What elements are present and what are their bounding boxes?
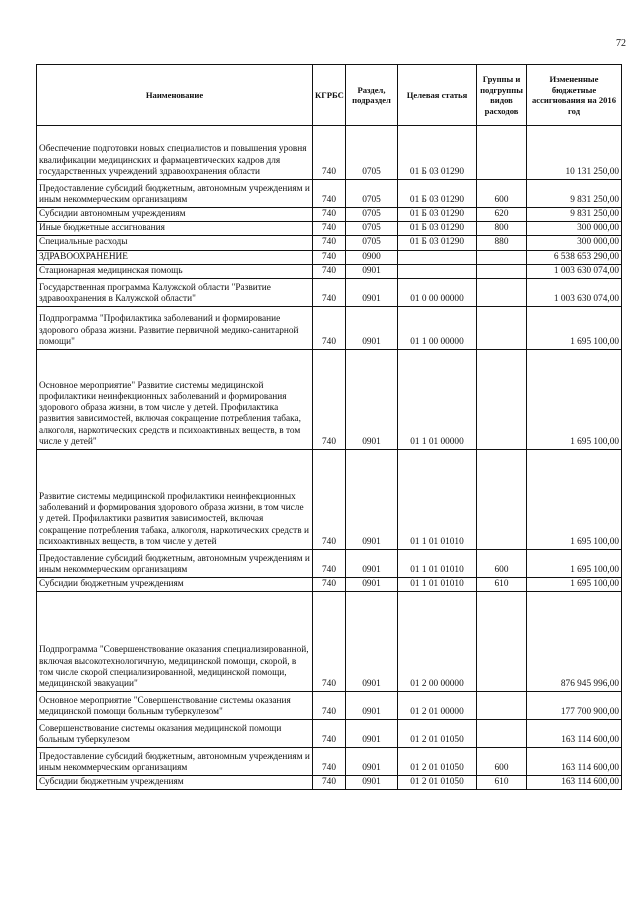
cell-amount: 1 695 100,00 xyxy=(527,578,622,592)
cell-group xyxy=(477,592,527,692)
table-row xyxy=(37,250,622,264)
cell-kgrbs: 740 xyxy=(313,592,346,692)
cell-group xyxy=(477,279,527,307)
cell-group xyxy=(477,692,527,720)
cell-name: Подпрограмма "Совершенствование оказания специализированной, включая высокотехнологичную, медицинской помощи, скорой, в том числе скорой специализированной, медицинской помощи, медицинской эвакуации" xyxy=(37,592,313,692)
table-header-row xyxy=(37,65,622,126)
cell-target: 01 Б 03 01290 xyxy=(398,126,477,180)
cell-kgrbs: 740 xyxy=(313,180,346,208)
cell-section: 0901 xyxy=(346,350,398,450)
cell-name: Обеспечение подготовки новых специалистов и повышения уровня квалификации медицинских и фармацевтических кадров для государственных учреждений здравоохранения области xyxy=(37,126,313,180)
cell-amount: 1 695 100,00 xyxy=(527,307,622,350)
table-row xyxy=(37,236,622,250)
cell-group: 610 xyxy=(477,776,527,790)
cell-name: Иные бюджетные ассигнования xyxy=(37,222,313,236)
cell-section: 0901 xyxy=(346,578,398,592)
table-row xyxy=(37,222,622,236)
cell-amount: 1 695 100,00 xyxy=(527,450,622,550)
cell-section: 0705 xyxy=(346,180,398,208)
cell-section: 0901 xyxy=(346,264,398,278)
cell-section: 0900 xyxy=(346,250,398,264)
cell-name: Субсидии автономным учреждениям xyxy=(37,208,313,222)
cell-kgrbs: 740 xyxy=(313,236,346,250)
table-row xyxy=(37,307,622,350)
cell-section: 0901 xyxy=(346,776,398,790)
cell-section: 0901 xyxy=(346,748,398,776)
cell-amount: 300 000,00 xyxy=(527,222,622,236)
header-groups: Группы и подгруппы видов расходов xyxy=(477,65,527,126)
table-row xyxy=(37,264,622,278)
table-row xyxy=(37,578,622,592)
cell-section: 0901 xyxy=(346,279,398,307)
cell-group xyxy=(477,720,527,748)
budget-table xyxy=(36,64,622,790)
cell-name: ЗДРАВООХРАНЕНИЕ xyxy=(37,250,313,264)
cell-target: 01 1 01 01010 xyxy=(398,450,477,550)
table-row xyxy=(37,720,622,748)
cell-kgrbs: 740 xyxy=(313,126,346,180)
cell-target: 01 2 01 01050 xyxy=(398,720,477,748)
cell-kgrbs: 740 xyxy=(313,450,346,550)
cell-group: 880 xyxy=(477,236,527,250)
page-number: 72 xyxy=(616,38,626,49)
cell-target: 01 0 00 00000 xyxy=(398,279,477,307)
cell-kgrbs: 740 xyxy=(313,222,346,236)
cell-section: 0901 xyxy=(346,720,398,748)
cell-group xyxy=(477,264,527,278)
cell-group xyxy=(477,450,527,550)
cell-amount: 10 131 250,00 xyxy=(527,126,622,180)
cell-section: 0901 xyxy=(346,450,398,550)
cell-name: Предоставление субсидий бюджетным, автономным учреждениям и иным некоммерческим организациям xyxy=(37,550,313,578)
cell-amount: 9 831 250,00 xyxy=(527,208,622,222)
cell-kgrbs: 740 xyxy=(313,350,346,450)
cell-name: Специальные расходы xyxy=(37,236,313,250)
cell-name: Основное мероприятие "Совершенствование системы оказания медицинской помощи больным туберкулезом" xyxy=(37,692,313,720)
cell-section: 0705 xyxy=(346,208,398,222)
cell-amount: 163 114 600,00 xyxy=(527,776,622,790)
cell-kgrbs: 740 xyxy=(313,748,346,776)
cell-name: Подпрограмма "Профилактика заболеваний и формирование здорового образа жизни. Развитие первичной медико-санитарной помощи" xyxy=(37,307,313,350)
cell-group: 620 xyxy=(477,208,527,222)
cell-name: Предоставление субсидий бюджетным, автономным учреждениям и иным некоммерческим организациям xyxy=(37,748,313,776)
table-row xyxy=(37,126,622,180)
cell-group: 800 xyxy=(477,222,527,236)
cell-target: 01 2 01 01050 xyxy=(398,776,477,790)
cell-section: 0705 xyxy=(346,236,398,250)
cell-amount: 1 003 630 074,00 xyxy=(527,264,622,278)
cell-group xyxy=(477,307,527,350)
cell-amount: 163 114 600,00 xyxy=(527,720,622,748)
cell-name: Стационарная медицинская помощь xyxy=(37,264,313,278)
table-row xyxy=(37,450,622,550)
cell-target: 01 2 01 01050 xyxy=(398,748,477,776)
cell-target: 01 Б 03 01290 xyxy=(398,208,477,222)
cell-target: 01 1 01 01010 xyxy=(398,578,477,592)
table-row xyxy=(37,592,622,692)
cell-target xyxy=(398,264,477,278)
table-row xyxy=(37,279,622,307)
cell-kgrbs: 740 xyxy=(313,279,346,307)
cell-amount: 300 000,00 xyxy=(527,236,622,250)
cell-target: 01 2 01 00000 xyxy=(398,692,477,720)
cell-name: Предоставление субсидий бюджетным, автономным учреждениям и иным некоммерческим организациям xyxy=(37,180,313,208)
cell-kgrbs: 740 xyxy=(313,578,346,592)
cell-name: Субсидии бюджетным учреждениям xyxy=(37,776,313,790)
cell-section: 0901 xyxy=(346,550,398,578)
cell-target: 01 Б 03 01290 xyxy=(398,222,477,236)
cell-kgrbs: 740 xyxy=(313,307,346,350)
header-section: Раздел, подраздел xyxy=(346,65,398,126)
cell-amount: 6 538 653 290,00 xyxy=(527,250,622,264)
cell-target: 01 Б 03 01290 xyxy=(398,180,477,208)
cell-amount: 9 831 250,00 xyxy=(527,180,622,208)
cell-group: 610 xyxy=(477,578,527,592)
cell-group xyxy=(477,250,527,264)
cell-target: 01 1 00 00000 xyxy=(398,307,477,350)
cell-name: Субсидии бюджетным учреждениям xyxy=(37,578,313,592)
cell-target: 01 1 01 00000 xyxy=(398,350,477,450)
header-target: Целевая статья xyxy=(398,65,477,126)
cell-section: 0705 xyxy=(346,126,398,180)
cell-name: Совершенствование системы оказания медицинской помощи больным туберкулезом xyxy=(37,720,313,748)
cell-name: Основное мероприятие" Развитие системы медицинской профилактики неинфекционных заболеваний и формирования здорового образа жизни, в том числе у детей. Профилактика развития зависимостей, включая сокращение потребления табака, алкоголя, наркотических средств и психоактивных веществ, в том числе у детей" xyxy=(37,350,313,450)
cell-kgrbs: 740 xyxy=(313,550,346,578)
cell-amount: 1 003 630 074,00 xyxy=(527,279,622,307)
cell-amount: 177 700 900,00 xyxy=(527,692,622,720)
cell-section: 0901 xyxy=(346,692,398,720)
cell-section: 0705 xyxy=(346,222,398,236)
header-kgrbs: КГРБС xyxy=(313,65,346,126)
cell-group: 600 xyxy=(477,180,527,208)
cell-amount: 1 695 100,00 xyxy=(527,550,622,578)
cell-section: 0901 xyxy=(346,307,398,350)
table-body xyxy=(37,126,622,790)
cell-kgrbs: 740 xyxy=(313,720,346,748)
table-row xyxy=(37,350,622,450)
cell-kgrbs: 740 xyxy=(313,264,346,278)
cell-section: 0901 xyxy=(346,592,398,692)
cell-amount: 163 114 600,00 xyxy=(527,748,622,776)
cell-target: 01 Б 03 01290 xyxy=(398,236,477,250)
table-row xyxy=(37,208,622,222)
cell-kgrbs: 740 xyxy=(313,692,346,720)
header-name: Наименование xyxy=(37,65,313,126)
cell-target: 01 1 01 01010 xyxy=(398,550,477,578)
cell-amount: 1 695 100,00 xyxy=(527,350,622,450)
cell-amount: 876 945 996,00 xyxy=(527,592,622,692)
cell-group xyxy=(477,350,527,450)
cell-target: 01 2 00 00000 xyxy=(398,592,477,692)
table-row xyxy=(37,180,622,208)
table-row xyxy=(37,550,622,578)
table-row xyxy=(37,692,622,720)
cell-group: 600 xyxy=(477,550,527,578)
table-row xyxy=(37,776,622,790)
cell-kgrbs: 740 xyxy=(313,208,346,222)
header-amount: Измененные бюджетные ассигнования на 2016 год xyxy=(527,65,622,126)
cell-kgrbs: 740 xyxy=(313,776,346,790)
cell-name: Развитие системы медицинской профилактики неинфекционных заболеваний и формирования здорового образа жизни, в том числе у детей. Профилактики развития зависимостей, включая сокращение потребления табака, алкоголя, наркотических средств и психоактивных веществ, в том числе у детей xyxy=(37,450,313,550)
cell-group: 600 xyxy=(477,748,527,776)
cell-group xyxy=(477,126,527,180)
cell-name: Государственная программа Калужской области "Развитие здравоохранения в Калужской области" xyxy=(37,279,313,307)
cell-target xyxy=(398,250,477,264)
cell-kgrbs: 740 xyxy=(313,250,346,264)
table-row xyxy=(37,748,622,776)
